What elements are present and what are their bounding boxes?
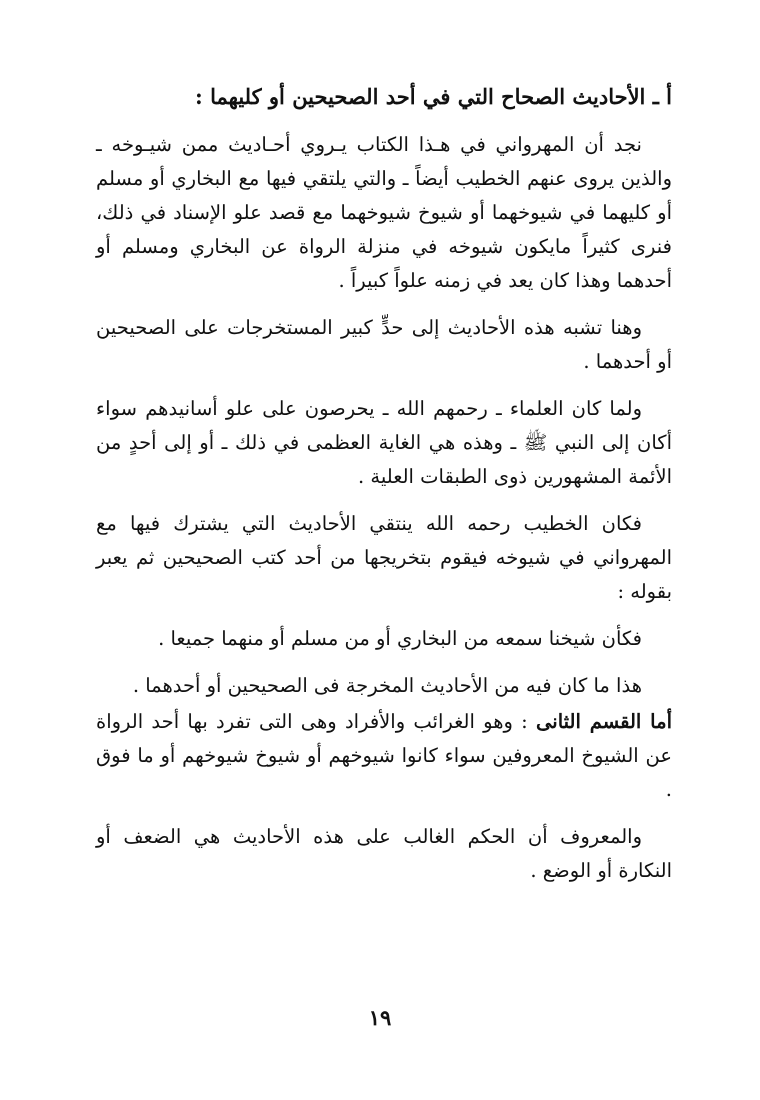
paragraph-4: فكان الخطيب رحمه الله ينتقي الأحاديث التي يشترك فيها مع المهرواني في شيوخه فيقوم بتخريجها من أحد كتب الصحيحين ثم يعبر بقوله : xyxy=(96,512,672,603)
paragraph-6: هذا ما كان فيه من الأحاديث المخرجة فى الصحيحين أو أحدهما . xyxy=(132,674,642,697)
paragraph-1: نجد أن المهرواني في هـذا الكتاب يـروي أحـاديث ممن شيـوخه ـ والذين يروى عنهم الخطيب أيضاً ـ والتي يلتقي فيها مع البخاري أو مسلم أو كليهما في شيوخهما أو شيوخ شيوخهما مع قصد علو الإسناد في ذلك، فنرى كثيراً مايكون شيوخه في منزلة الرواة عن البخاري ومسلم أو أحدهما وهذا كان يعد في زمنه علواً كبيراً . xyxy=(96,133,672,292)
closing-paragraph: والمعروف أن الحكم الغالب على هذه الأحاديث هي الضعف أو النكارة أو الوضع . xyxy=(96,825,672,882)
paragraph-3: ولما كان العلماء ـ رحمهم الله ـ يحرصون على علو أسانيدهم سواء أكان إلى النبي ﷺ ـ وهذه هي الغاية العظمى في ذلك ـ أو إلى أحدٍ من الأئمة المشهورين ذوى الطبقات العلية . xyxy=(96,397,672,488)
quote-paragraph: فكأن شيخنا سمعه من البخاري أو من مسلم أو منهما جميعا . xyxy=(158,627,642,650)
section-two-label: أما القسم الثانى xyxy=(536,710,672,733)
section-heading: أ ـ الأحاديث الصحاح التي في أحد الصحيحين أو كليهما : xyxy=(195,84,672,109)
section-two-paragraph xyxy=(96,705,672,807)
page-body xyxy=(96,80,672,901)
section-two-text: : وهو الغرائب والأفراد وهى التى تفرد بها أحد الرواة عن الشيوخ المعروفين سواء كانوا شيوخهم أو شيوخ شيوخهم أو ما فوق . xyxy=(96,710,672,801)
page-number: ١٩ xyxy=(368,1005,392,1030)
paragraph-2: وهنا تشبه هذه الأحاديث إلى حدٍّ كبير المستخرجات على الصحيحين أو أحدهما . xyxy=(96,316,672,373)
